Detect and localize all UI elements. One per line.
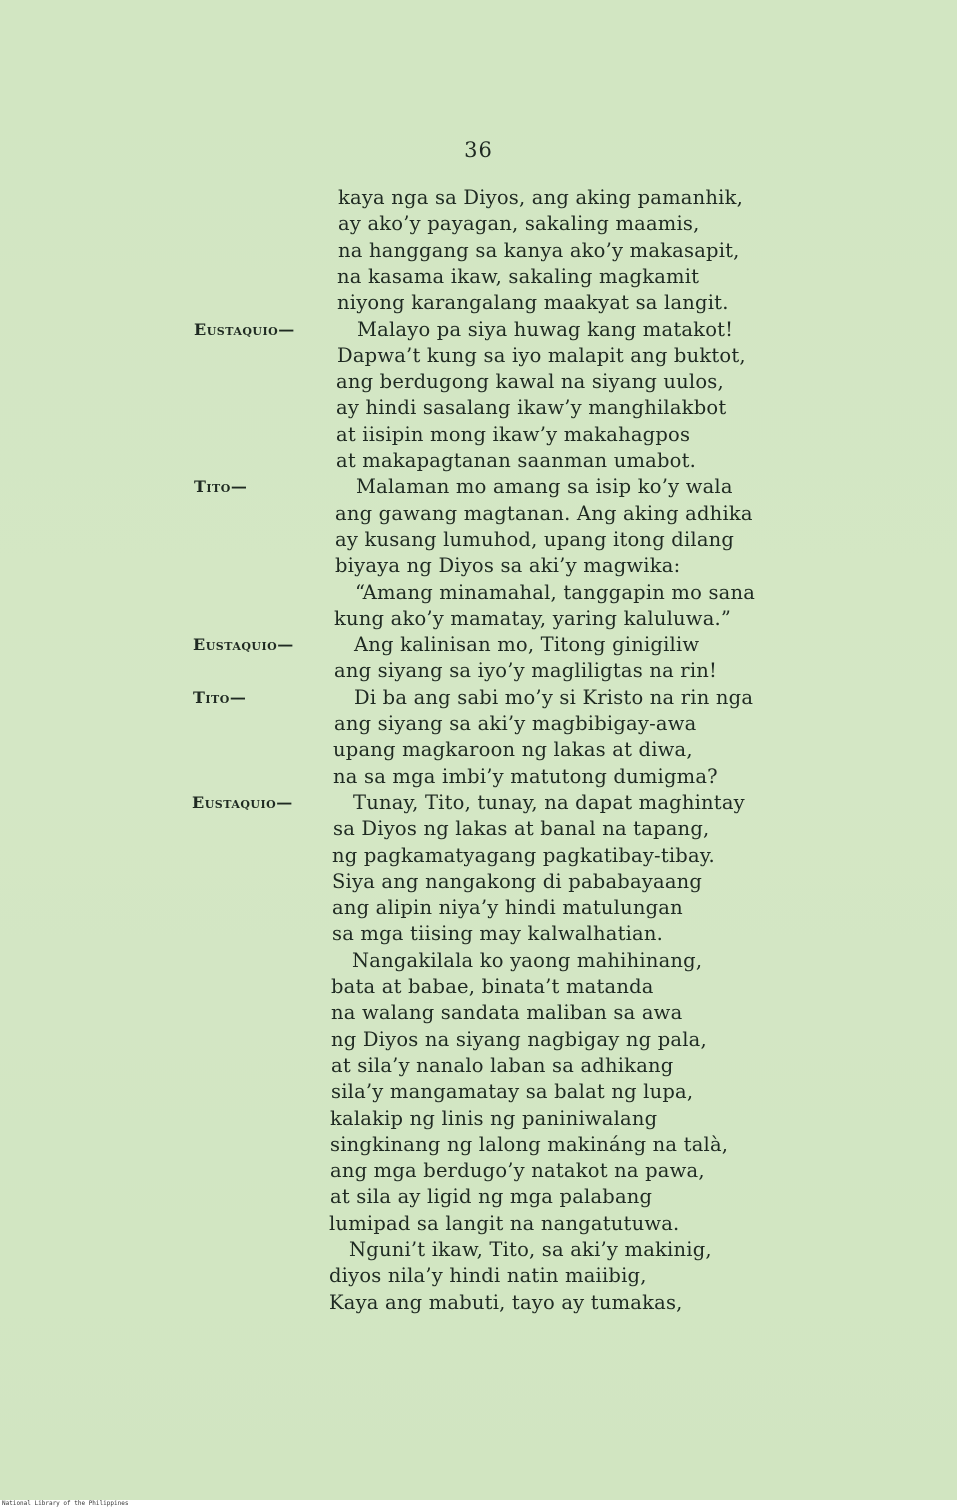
page-number: 36 bbox=[464, 138, 493, 162]
speaker-label: Tito— bbox=[194, 477, 248, 497]
verse-line: Di ba ang sabi mo’y si Kristo na rin nga bbox=[354, 685, 754, 709]
verse-line: singkinang ng lalong makináng na talà, bbox=[330, 1132, 729, 1156]
verse-line: kung ako’y mamatay, yaring kaluluwa.” bbox=[334, 606, 732, 630]
verse-line: Kaya ang mabuti, tayo ay tumakas, bbox=[329, 1290, 683, 1314]
verse-line: ang mga berdugo’y natakot na pawa, bbox=[330, 1159, 705, 1183]
verse-line: na walang sandata maliban sa awa bbox=[331, 1001, 683, 1025]
verse-line: Nguni’t ikaw, Tito, sa aki’y makinig, bbox=[349, 1238, 712, 1261]
verse-line: at sila’y nanalo laban sa adhikang bbox=[331, 1053, 674, 1077]
verse-line: sila’y mangamatay sa balat ng lupa, bbox=[331, 1080, 694, 1104]
verse-line: at sila ay ligid ng mga palabang bbox=[330, 1185, 653, 1209]
footer bbox=[0, 1500, 957, 1508]
verse-line: ay ako’y payagan, sakaling maamis, bbox=[338, 212, 700, 236]
verse-line: ang siyang sa aki’y magbibigay-awa bbox=[334, 712, 697, 735]
verse-line: kaya nga sa Diyos, ang aking pamanhik, bbox=[338, 186, 743, 209]
verse-line: “Amang minamahal, tanggapin mo sana bbox=[355, 580, 756, 604]
verse-line: ng Diyos na siyang nagbigay ng pala, bbox=[331, 1027, 707, 1051]
speaker-label: Eustaquio— bbox=[194, 319, 295, 339]
verse-line: ang alipin niya’y hindi matulungan bbox=[332, 896, 683, 920]
verse-line: at iisipin mong ikaw’y makahagpos bbox=[336, 422, 691, 446]
speaker-label: Eustaquio— bbox=[193, 635, 294, 655]
verse-line: kalakip ng linis ng paniniwalang bbox=[330, 1106, 658, 1130]
verse-line: na hanggang sa kanya ako’y makasapit, bbox=[338, 238, 740, 262]
verse-line: na sa mga imbi’y matutong dumigma? bbox=[333, 764, 718, 788]
footer-credit: National Library of the Philippines bbox=[2, 1500, 129, 1507]
verse-line: ang berdugong kawal na siyang uulos, bbox=[336, 370, 724, 394]
verse-line: at makapagtanan saanman umabot. bbox=[336, 449, 697, 472]
verse-line: Siya ang nangakong di pababayaang bbox=[332, 869, 703, 893]
verse-line: biyaya ng Diyos sa aki’y magwika: bbox=[335, 554, 681, 578]
verse-line: Nangakilala ko yaong mahihinang, bbox=[352, 948, 703, 972]
verse-line: bata at babae, binata’t matanda bbox=[331, 975, 654, 998]
verse-line: sa mga tiising may kalwalhatian. bbox=[332, 922, 664, 946]
speaker-label: Tito— bbox=[193, 687, 247, 707]
verse-line: Malayo pa siya huwag kang matakot! bbox=[357, 317, 734, 341]
verse-line: sa Diyos ng lakas at banal na tapang, bbox=[333, 817, 710, 841]
verse-line: ang siyang sa iyo’y magliligtas na rin! bbox=[334, 659, 718, 683]
verse-line: Dapwa’t kung sa iyo malapit ang buktot, bbox=[337, 343, 746, 367]
verse-line: niyong karangalang maakyat sa langit. bbox=[337, 291, 729, 315]
speaker-label: Eustaquio— bbox=[192, 792, 293, 812]
verse-line: diyos nila’y hindi natin maiibig, bbox=[329, 1264, 647, 1288]
verse-line: Tunay, Tito, tunay, na dapat maghintay bbox=[353, 790, 745, 814]
verse-line: upang magkaroon ng lakas at diwa, bbox=[333, 738, 693, 762]
verse-line: ang gawang magtanan. Ang aking adhika bbox=[335, 501, 753, 525]
verse-line: lumipad sa langit na nangatutuwa. bbox=[329, 1211, 680, 1235]
verse-line: Ang kalinisan mo, Titong ginigiliw bbox=[354, 633, 700, 657]
verse-line: Malaman mo amang sa isip ko’y wala bbox=[356, 475, 733, 499]
verse-line: ay hindi sasalang ikaw’y manghilakbot bbox=[336, 396, 727, 420]
verse-line: ng pagkamatyagang pagkatibay-tibay. bbox=[332, 843, 715, 867]
verse-line: ay kusang lumuhod, upang itong dilang bbox=[335, 527, 735, 551]
verse-line: na kasama ikaw, sakaling magkamit bbox=[337, 264, 700, 288]
